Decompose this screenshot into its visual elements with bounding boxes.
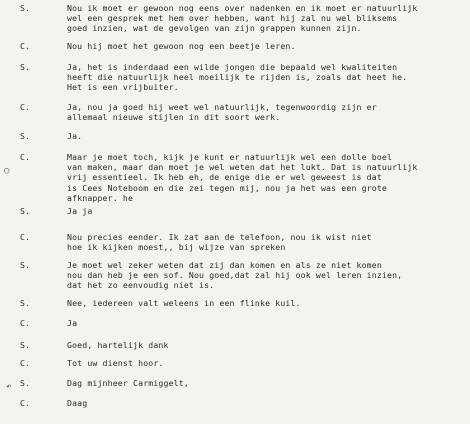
dialogue-line: heeft die natuurlijk heel moeilijk te rijden is, zoals dat heet he.	[67, 72, 408, 83]
dialogue-line: Tot uw dienst hoor.	[67, 358, 164, 368]
dialogue-line: Ja	[67, 318, 78, 328]
dialogue-text	[67, 318, 465, 328]
margin-mark: ○	[4, 166, 10, 176]
dialogue-text	[67, 260, 465, 291]
speaker-label: S.	[20, 3, 31, 13]
dialogue-line: Ja ja	[67, 206, 93, 216]
speaker-label: S.	[20, 378, 31, 388]
dialogue-text	[67, 3, 465, 34]
dialogue-line: Je moet wel zeker weten dat zij dan komen en als ze niet komen	[67, 260, 382, 270]
dialogue-line: Nou ik moet er gewoon nog eens over nadenken en ik moet er natuurlijk	[67, 3, 418, 13]
dialogue-line: Goed, hartelijk dank	[67, 340, 169, 350]
dialogue-line: Nou hij moet het gewoon nog een beetje leren.	[67, 41, 296, 51]
dialogue-line: Dag mijnheer Carmiggelt,	[67, 378, 189, 388]
dialogue-line: hoe ik kijken moest,, bij wijze van spreken	[67, 242, 286, 253]
speaker-label: C.	[20, 232, 31, 242]
dialogue-line: dat het zo eenvoudig niet is.	[67, 280, 215, 291]
dialogue-line: wel een gesprek met hem over hebben, want hij zal nu wel bliksems	[67, 13, 398, 24]
dialogue-line: allemaal nieuwe stijlen in dit soort werk.	[67, 112, 281, 123]
dialogue-line: Maar je moet toch, kijk je kunt er natuurlijk wel een dolle boel	[67, 152, 393, 162]
dialogue-line: afknapper. he	[67, 192, 134, 203]
dialogue-line: Ja, nou ja goed hij weet wel natuurlijk, tegenwoordig zijn er	[67, 102, 377, 112]
dialogue-text	[67, 298, 465, 308]
speaker-label: C.	[20, 398, 31, 408]
dialogue-text	[67, 41, 465, 51]
dialogue-text	[67, 62, 465, 93]
speaker-label: S.	[20, 260, 31, 270]
speaker-label: C.	[20, 358, 31, 368]
dialogue-line: vrij essentieel. Ik heb eh, de enige die er wel geweest is dat	[67, 172, 382, 183]
dialogue-text	[67, 102, 465, 122]
speaker-label: S.	[20, 298, 31, 308]
speaker-label: C.	[20, 102, 31, 112]
dialogue-text	[67, 152, 465, 203]
dialogue-text	[67, 358, 465, 368]
speaker-label: C.	[20, 41, 31, 51]
dialogue-line: nou dan heb je een sof. Nou goed,dat zal hij ook wel leren inzien,	[67, 270, 403, 281]
dialogue-line: Ja, het is inderdaad een wilde jongen die bepaald wel kwaliteiten	[67, 62, 398, 72]
speaker-label: C.	[20, 152, 31, 162]
dialogue-line: goed inzien, wat de gevolgen van zijn grappen kunnen zijn.	[67, 23, 362, 34]
dialogue-line: Het is een vrijbuiter.	[67, 82, 179, 93]
dialogue-text	[67, 398, 465, 408]
dialogue-text	[67, 378, 465, 388]
speaker-label: S.	[20, 62, 31, 72]
dialogue-text	[67, 131, 465, 141]
dialogue-line: Nee, iedereen valt weleens in een flinke kuil.	[67, 298, 301, 308]
margin-mark-pen: ↶	[6, 382, 12, 392]
dialogue-line: van maken, maar dan moet je wel weten dat het lukt. Dat is natuurlijk	[67, 162, 418, 173]
dialogue-text	[67, 232, 465, 252]
speaker-label: S.	[20, 206, 31, 216]
dialogue-text	[67, 206, 465, 216]
dialogue-line: Ja.	[67, 131, 83, 141]
speaker-label: C.	[20, 318, 31, 328]
dialogue-line: Nou precies eender. Ik zat aan de telefoon, nou ik wist niet	[67, 232, 372, 242]
dialogue-text	[67, 340, 465, 350]
dialogue-line: is Cees Noteboom en die zei tegen mij, nou ja het was een grote	[67, 182, 387, 193]
dialogue-line: Daag	[67, 398, 88, 408]
speaker-label: S.	[20, 340, 31, 350]
speaker-label: S.	[20, 131, 31, 141]
